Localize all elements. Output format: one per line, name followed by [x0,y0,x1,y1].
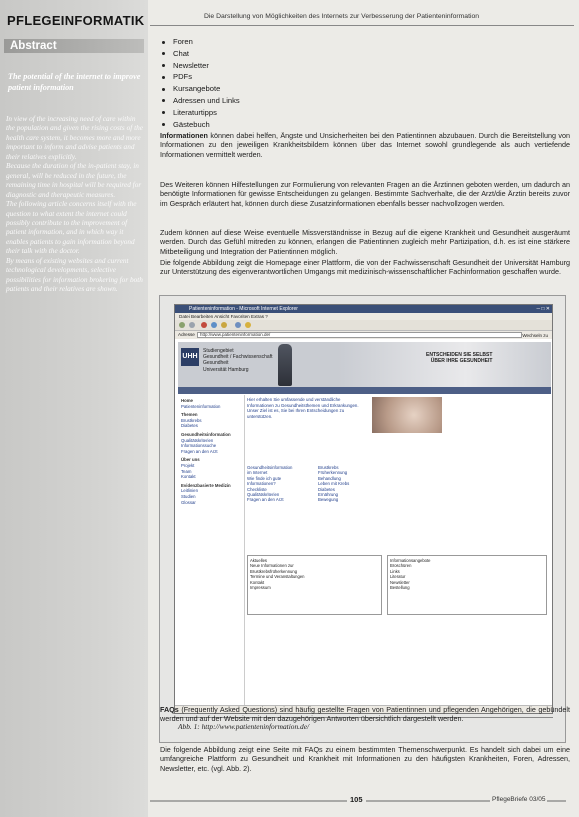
site-offers-box [387,555,547,615]
paragraph-text: (Frequently Asked Questions) sind häufig gestellte Fragen von Patientinnen und pflegenden Angehörigen, die gebündelt werden und auf der Website mit den dazugehörigen Antworten übersichtlich dargestellt werden. [160,705,570,724]
site-link: Behandlung [318,475,341,481]
favorites-icon [245,322,251,328]
journal-name: PflegeBriefe 03/05 [492,796,546,803]
lead-term: Informationen [160,131,208,140]
paragraph-abbildung [160,258,570,277]
nav-heading: Themen [181,412,198,418]
site-link: Informationen? [247,481,276,487]
address-field: http://www.patienteninformation.de/ [197,332,522,338]
site-link: Fragen an den Arzt [247,497,284,503]
slogan-line: ENTSCHEIDEN SIE SELBST [426,352,493,358]
abstract-paragraph: By means of existing websites and current technological developments, selective possibilities for information brokering for both patients and their relatives are shown. [6,255,143,294]
back-icon [179,322,185,328]
figure-caption: Abb. 1: http://www.patienteninformation.de/ [178,722,310,731]
browser-window [174,304,553,714]
slogan-line: ÜBER IHRE GESUNDHEIT [430,358,493,365]
nav-link: Glossar [181,499,196,505]
box-line: Links [390,568,400,574]
sidebar [0,0,148,817]
address-label: Adresse [178,332,195,337]
paragraph-missverstaendnisse [160,228,570,256]
site-sidebar-nav [178,395,245,707]
address-bar [175,331,552,339]
list-item: Newsletter [160,60,240,72]
paragraph-text: Des Weiteren können Hilfestellungen zur Formulierung von relevanten Fragen an die Ärztinnen geboten werden, um dadurch an benötigte Informationen für gewisse Entscheidungen zu gelangen. Bestimmte Sachverhalte, die der Arzt/die Ärztin bereits zuvor im Gespräch erläutert hat, können durch diese Zusatzinformationen ebenfalls besser nachvollzogen werden. [160,180,570,208]
box-line: Informationsangebote [390,558,431,563]
site-intro-text: Hier erhalten Sie umfassende und verständliche Informationen zu Gesundheitsthemen und Erkrankungen. Unser Ziel ist es, Sie bei Ihren Entscheidungen zu unterstützen. [247,397,359,419]
paragraph-informationen [160,131,570,159]
window-controls-icon: ─ □ ✕ [536,306,550,312]
forward-icon [189,322,195,328]
nav-link: Informationssuche [181,443,217,449]
box-line: Broschüren [390,563,412,569]
paragraph-text: Die folgende Abbildung zeigt die Homepage einer Plattform, die von der Fachwissenschaft Gesundheit der Universität Hamburg zur Unterstützung des eigenverantwortlichen Umgangs mit medizinisch-wissenschaftlicher Fachinformation geschaffen wurde. [160,258,570,277]
running-header: Die Darstellung von Möglichkeiten des Internets zur Verbesserung der Patienteninformation [204,13,480,20]
refresh-icon [211,322,217,328]
nav-link: Brustkrebs [181,417,202,423]
list-item: Foren [160,36,240,48]
paragraph-faq-abbildung [160,745,570,773]
site-link: Gesundheitsinformation [247,465,293,470]
nav-link: Qualitätskriterien [181,437,214,443]
abstract-body [6,114,144,294]
abstract-paragraph: Because the duration of the in-patient stay, in general, will be reduced in the future, the remaining time in hospital will be required for diagnostic and therapeutic measures. [6,161,142,199]
list-item: Adressen und Links [160,95,240,107]
list-item: Literaturtipps [160,107,240,119]
site-photo [372,397,442,433]
site-nav-strip [178,387,551,394]
site-link: Ernährung [318,492,339,498]
nav-link: Projekt [181,462,195,468]
list-item: Kursangebote [160,83,240,95]
paragraph-text: Zudem können auf diese Weise eventuelle Missverständnisse in Bezug auf die eigene Krankheit und Gesundheit ausgeräumt werden. Durch das Gefühl mitreden zu können, erlangen die Patientinnen zugleich mehr Partizipation, d.h. es ist eine stärkere Mitbeteiligung und Integration der Patientinnen möglich. [160,228,570,256]
university-logo: UHH [181,348,199,366]
paragraph-faqs [160,705,570,724]
nav-link: Team [181,468,192,474]
site-slogan [426,352,492,365]
abstract-paragraph: The following article concerns itself with the question to what extent the internet could possibly contribute to the improvement of patient information, and in which way it enables patients to gain information beyond their talk with the doctor. [6,199,137,256]
nav-heading: Über uns [181,457,200,463]
site-link: Wie finde ich gute [247,475,282,481]
paragraph-hilfestellungen [160,180,570,208]
window-titlebar [175,305,552,313]
nav-link: Studien [181,493,196,499]
home-icon [221,322,227,328]
box-line: Kontakt [250,579,265,585]
site-link: Brustkrebs [318,465,339,470]
org-line: Gesundheit [203,360,229,367]
site-link: im Internet [247,470,268,476]
page-number: 105 [347,795,366,804]
browser-toolbar [175,320,552,331]
site-organisation [203,348,272,373]
org-line: Gesundheit / Fachwissenschaft [203,354,273,361]
site-link: Qualitätskriterien [247,492,280,498]
abstract-heading: Abstract [4,39,144,53]
site-news-box [247,555,382,615]
nav-heading: Home [181,398,193,403]
site-link: Checkliste [247,486,267,492]
statue-image [278,344,292,386]
box-line: Aktuelles [250,558,267,563]
site-column-1 [247,465,313,503]
org-line: Universität Hamburg [203,366,249,373]
nav-link: Patienteninformation [181,403,221,409]
nav-link: Fragen an den Arzt [181,448,218,454]
box-line: Brustkrebsfrüherkennung [250,568,298,574]
site-link: Früherkennung [318,470,348,476]
abstract-paragraph: In view of the increasing need of care within the population and given the rising costs of the health care system, it becomes more and more important to inform and advise patients and their relatives explicitly. [6,114,144,161]
site-link: Leben mit Krebs [318,481,350,487]
site-link: Diabetes [318,486,335,492]
feature-list [160,36,240,130]
list-item: Chat [160,48,240,60]
window-title: Patienteninformation - Microsoft Internet Explorer [189,306,298,312]
brand-title: PFLEGEINFORMATIK [7,13,145,28]
box-line: Impressum [250,585,271,591]
box-line: Termine und Veranstaltungen [250,574,305,580]
browser-menubar: Datei Bearbeiten Ansicht Favoriten Extras ? [175,313,553,320]
box-line: Newsletter [390,579,410,585]
nav-link: Kontakt [181,474,196,480]
header-divider [150,25,574,26]
paragraph-text: können dabei helfen, Ängste und Unsicherheiten bei den Patientinnen abzubauen. Durch die Bereitstellung von Informationen zu den jeweiligen Krankheitsbildern können über das Internet sowohl grundlegende als auch vertiefende Informationen vermittelt werden. [160,131,570,159]
site-banner [178,342,551,387]
figure-screenshot [159,295,566,743]
site-column-2 [318,465,384,503]
box-line: Literatur [390,574,406,580]
go-button: Wechseln zu [522,333,548,338]
list-item: Gästebuch [160,119,240,131]
lead-term: FAQs [160,705,179,714]
site-link: Bewegung [318,497,339,503]
nav-heading: Evidenzbasierte Medizin [181,482,231,488]
search-icon [235,322,241,328]
box-line: Neue Informationen zur [250,563,294,569]
nav-link: Leitlinien [181,488,198,494]
paragraph-text: Die folgende Abbildung zeigt eine Seite mit FAQs zu einem bestimmten Themenschwerpunkt. Es handelt sich dabei um eine umfangreiche Plattform zu Gesundheit und Krankheit mit Informationen zu den häufigsten Krankheiten, Foren, Adressen, Newsletter, etc. (vgl. Abb. 2). [160,745,570,773]
list-item: PDFs [160,71,240,83]
box-line: Bestellung [390,585,410,591]
nav-heading: Gesundheitsinformation [181,431,231,437]
abstract-title: The potential of the internet to improve patient information [8,72,141,92]
org-line: Studiengebiet [203,348,234,354]
nav-link: Diabetes [181,423,198,429]
stop-icon [201,322,207,328]
